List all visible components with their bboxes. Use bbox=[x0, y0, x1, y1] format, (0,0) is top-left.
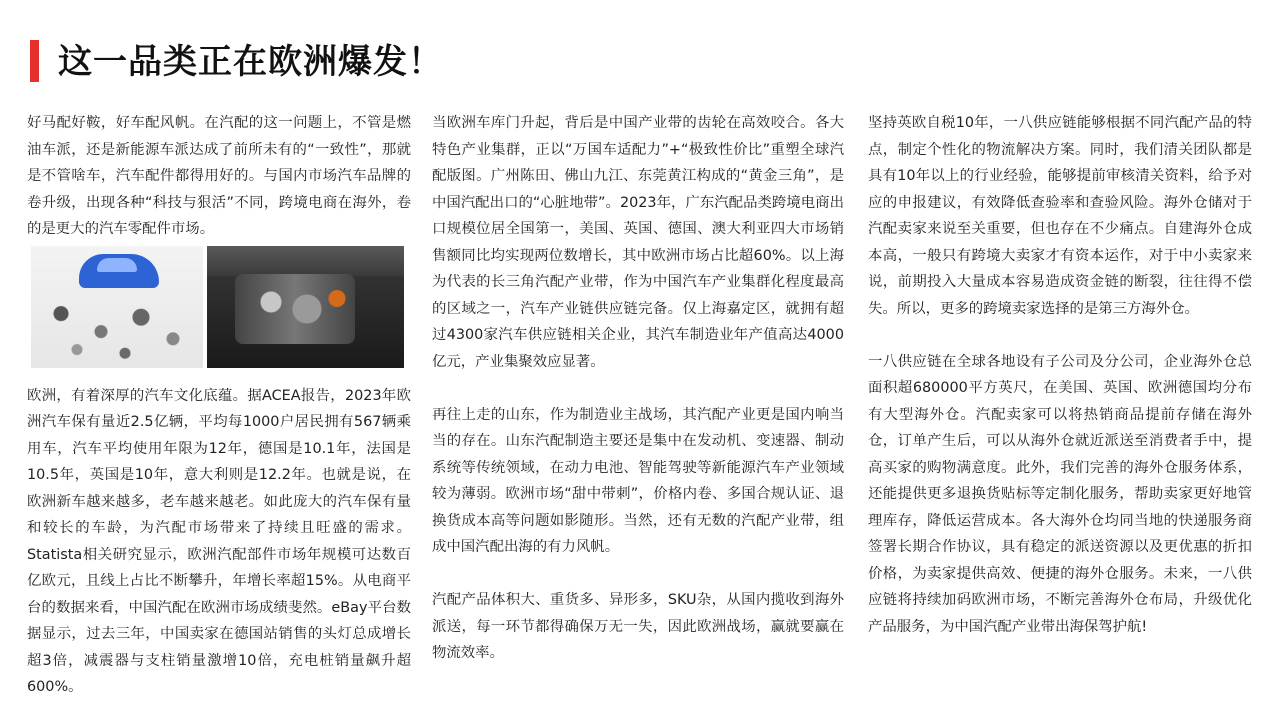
engine-image bbox=[207, 246, 404, 368]
column-3 bbox=[868, 110, 1252, 640]
paragraph: 一八供应链在全球各地设有子公司及分公司，企业海外仓总面积超680000平方英尺，在美国、英国、欧洲德国均分布有大型海外仓。汽配卖家可以将热销商品提前存储在海外仓，订单产生后，可以从海外仓就近派送至消费者手中，提高买家的购物满意度。此外，我们完善的海外仓服务体系，还能提供更多退换货贴标等定制化服务，帮助卖家更好地管理库存，降低运营成本。各大海外仓均同当地的快递服务商签署长期合作协议，具有稳定的派送资源以及更优惠的折扣价格，为卖家提供高效、便捷的海外仓服务。未来，一八供应链将持续加码欧洲市场，不断完善海外仓布局，升级优化产品服务，为中国汽配产业带出海保驾护航! bbox=[868, 353, 1252, 635]
page-title: 这一品类正在欧洲爆发！ bbox=[58, 42, 443, 82]
paragraph: 再往上走的山东，作为制造业主战场，其汽配产业更是国内响当当的存在。山东汽配制造主要还是集中在发动机、变速器、制动系统等传统领域，在动力电池、智能驾驶等新能源汽车产业领域较为薄弱。欧洲市场“甜中带刺”，价格内卷、多国合规认证、退换货成本高等问题如影随形。当然，还有无数的汽配产业带，组成中国汽配出海的有力风帆。 bbox=[432, 406, 844, 555]
paragraph: 坚持英欧自税10年，一八供应链能够根据不同汽配产品的特点，制定个性化的物流解决方案。同时，我们清关团队都是具有10年以上的行业经验，能够提前审核清关资料，给予对应的申报建议，有效降低查验率和查验风险。海外仓储对于汽配卖家来说至关重要，但也存在不少痛点。自建海外仓成本高，一般只有跨境大卖家才有资本运作，对于中小卖家来说，前期投入大量成本容易造成资金链的断裂，往往得不偿失。所以，更多的跨境卖家选择的是第三方海外仓。 bbox=[868, 115, 1252, 317]
column-1 bbox=[27, 110, 411, 701]
paragraph: 好马配好鞍，好车配风帆。在汽配的这一问题上，不管是燃油车派，还是新能源车派达成了前所未有的“一致性”，那就是不管啥车，汽车配件都得用好的。与国内市场汽车品牌的卷升级，出现各种“科技与狠活”不同，跨境电商在海外，卷的是更大的汽车零配件市场。 bbox=[27, 115, 411, 237]
paragraph: 欧洲，有着深厚的汽车文化底蕴。据ACEA报告，2023年欧洲汽车保有量近2.5亿辆，平均每1000户居民拥有567辆乘用车，汽车平均使用年限为12年，德国是10.1年，法国是10.5年，英国是10年，意大利则是12.2年。也就是说，在欧洲新车越来越多，老车越来越老。如此庞大的汽车保有量和较长的车龄，为汽配市场带来了持续且旺盛的需求。Statista相关研究显示，欧洲汽配部件市场年规模可达数百亿欧元，且线上占比不断攀升，年增长率超15%。从电商平台的数据来看，中国汽配在欧洲市场成绩斐然。eBay平台数据显示，过去三年，中国卖家在德国站销售的头灯总成增长超3倍，减震器与支柱销量激增10倍，充电桩销量飙升超600%。 bbox=[27, 387, 411, 695]
image-row bbox=[31, 246, 404, 368]
paragraph: 当欧洲车库门升起，背后是中国产业带的齿轮在高效咬合。各大特色产业集群，正以“万国车适配力”+“极致性价比”重塑全球汽配版图。广州陈田、佛山九江、东莞黄江构成的“黄金三角”，是中国汽配出口的“心脏地带”。2023年，广东汽配品类跨境电商出口规模位居全国第一，美国、英国、德国、澳大利亚四大市场销售额同比均实现两位数增长，其中欧洲市场占比超60%。以上海为代表的长三角汽配产业带，作为中国汽车产业集群化程度最高的区域之一，汽车产业链供应链完备。仅上海嘉定区，就拥有超过4300家汽车供应链相关企业，其汽车制造业年产值高达4000亿元，产业集聚效应显著。 bbox=[432, 115, 844, 370]
car-parts-image bbox=[31, 246, 203, 368]
title-accent-bar bbox=[30, 40, 39, 82]
column-2 bbox=[432, 110, 844, 667]
paragraph: 汽配产品体积大、重货多、异形多，SKU杂，从国内揽收到海外派送，每一环节都得确保万无一失，因此欧洲战场，赢就要赢在物流效率。 bbox=[432, 592, 844, 661]
